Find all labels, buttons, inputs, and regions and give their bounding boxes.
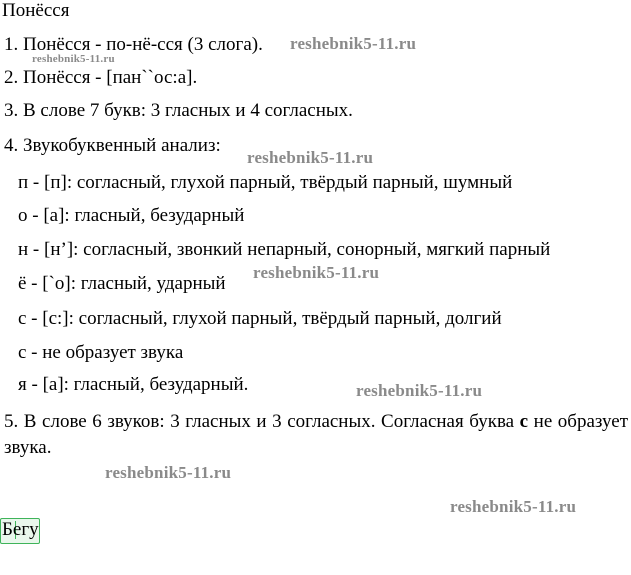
watermark: reshebnik5-11.ru (356, 381, 483, 400)
syllables-line: 1. Понёсся - по-нё-сся (3 слога). (4, 34, 263, 55)
watermark: reshebnik5-11.ru (253, 263, 380, 282)
next-word-link[interactable]: Бегу (2, 519, 39, 540)
sounds-summary-end: не образует звука. (4, 411, 629, 458)
analysis-row: п - [п]: согласный, глухой парный, твёрдый парный, шумный (18, 172, 513, 193)
letters-count-line: 3. В слове 7 букв: 3 гласных и 4 согласных. (4, 100, 353, 121)
analysis-title: 4. Звукобуквенный анализ: (4, 135, 221, 156)
watermark: reshebnik5-11.ru (290, 34, 417, 53)
analysis-row: ё - [`о]: гласный, ударный (18, 273, 226, 294)
transcription-line: 2. Понёсся - [пан``ос:а]. (4, 67, 198, 88)
analysis-row: н - [н’]: согласный, звонкий непарный, сонорный, мягкий парный (18, 239, 551, 260)
watermark: reshebnik5-11.ru (450, 497, 577, 516)
watermark: reshebnik5-11.ru (105, 463, 232, 482)
watermark: reshebnik5-11.ru (247, 148, 374, 167)
analysis-row: о - [а]: гласный, безударный (18, 205, 245, 226)
word-heading: Понёсся (2, 0, 70, 21)
analysis-row: я - [а]: гласный, безударный. (18, 374, 249, 395)
sounds-summary-text: 5. В слове 6 звуков: 3 гласных и 3 согласных. Согласная буква (4, 411, 520, 432)
sounds-summary (4, 409, 628, 461)
watermark: reshebnik5-11.ru (32, 53, 115, 65)
silent-letter: с (519, 411, 529, 432)
analysis-row: с - [с:]: согласный, глухой парный, твёрдый парный, долгий (18, 308, 502, 329)
analysis-row: с - не образует звука (18, 342, 184, 363)
